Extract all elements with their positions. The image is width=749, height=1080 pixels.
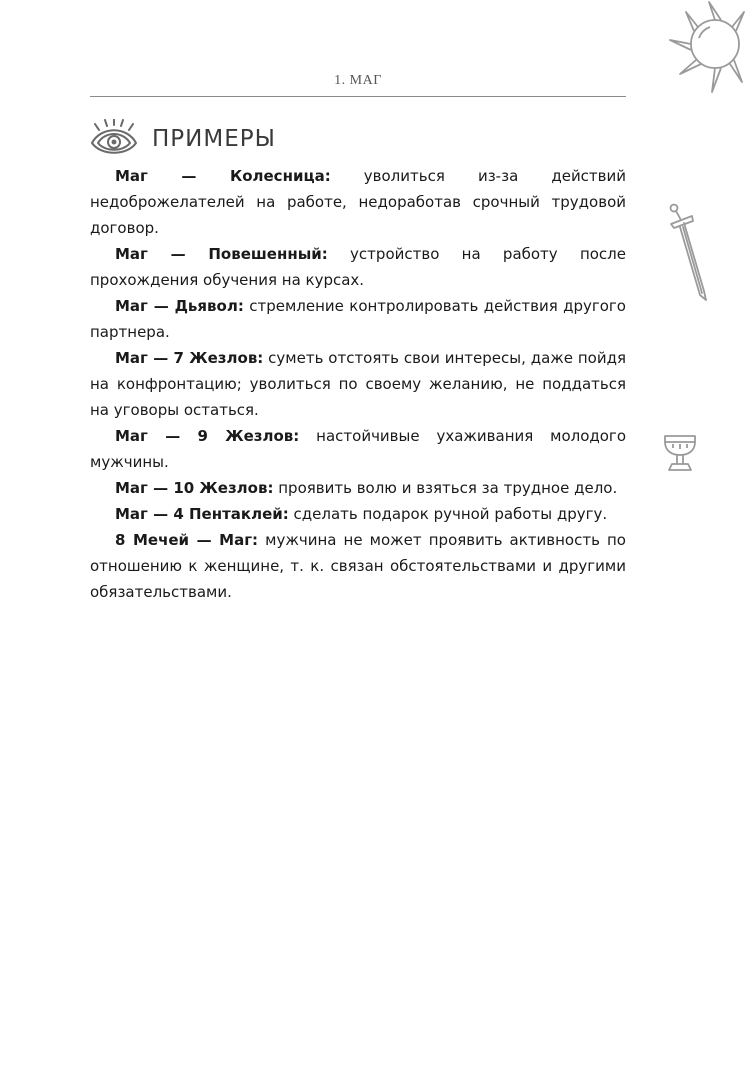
header-rule [90,96,626,97]
example-text: устройство на работу после прохождения обучения на курсах. [90,245,626,289]
example-item [90,345,626,423]
examples-list [90,163,626,605]
example-item [90,501,626,527]
example-item [90,475,626,501]
example-term: Маг — Повешенный: [115,245,328,263]
sword-icon [666,203,712,303]
example-text: стремление контролировать действия другого партнера. [90,297,626,341]
example-item [90,163,626,241]
eye-icon [88,119,140,159]
example-item [90,293,626,345]
example-text: суметь отстоять свои интересы, даже пойдя на конфронтацию; уволиться по своему желанию, не поддаться на уговоры остаться. [90,349,626,419]
section-title: ПРИМЕРЫ [152,126,276,152]
section-heading [88,116,276,162]
example-term: Маг — 7 Жезлов: [115,349,264,367]
example-text: уволиться из-за действий недоброжелателей на работе, недоработав срочный трудовой договор. [90,167,627,237]
example-term: Маг — 9 Жезлов: [115,427,300,445]
example-text: настойчивые ухаживания молодого мужчины. [90,427,626,471]
example-term: Маг — 4 Пентаклей: [115,505,289,523]
example-item [90,241,626,293]
sun-icon [630,0,749,110]
example-term: Маг — Дьявол: [115,297,244,315]
example-term: 8 Мечей — Маг: [115,531,259,549]
example-text: сделать подарок ручной работы другу. [288,505,608,523]
example-item [90,527,626,605]
example-term: Маг — Колесница: [115,167,331,185]
example-text: проявить волю и взяться за трудное дело. [273,479,618,497]
cup-icon [660,433,700,473]
example-term: Маг — 10 Жезлов: [115,479,274,497]
example-item [90,423,626,475]
running-head: 1. МАГ [334,73,382,88]
example-text: мужчина не может проявить активность по отношению к женщине, т. к. связан обстоятельствами и другими обязательствами. [90,531,626,601]
